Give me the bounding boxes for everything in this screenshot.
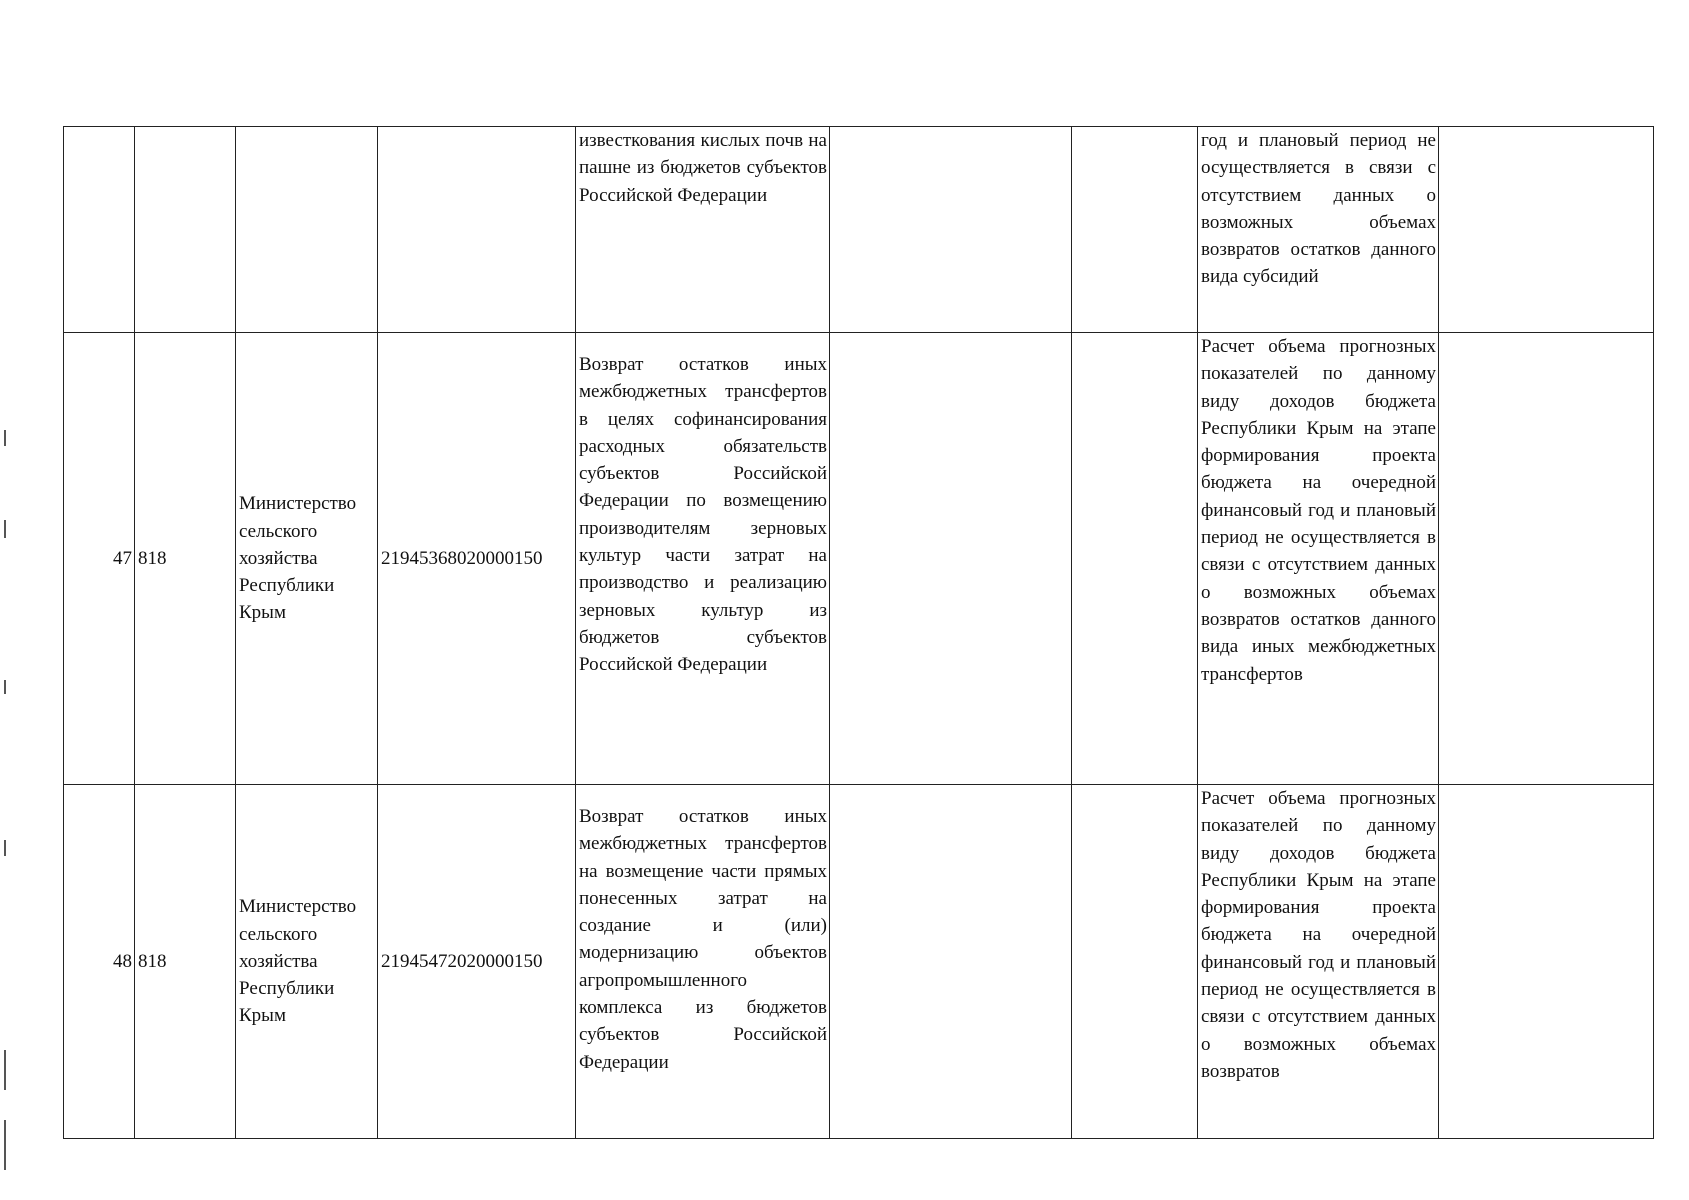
empty-cell [1439, 127, 1654, 333]
organization-name [236, 127, 378, 333]
revenue-name: Возврат остатков иных межбюджетных трансфертов на возмещение части прямых понесенных затрат на создание и (или) модернизацию объектов агропромышленного комплекса из бюджетов субъектов Российской Федерации [576, 785, 830, 1139]
empty-cell [1072, 127, 1198, 333]
row-number: 48 [64, 785, 135, 1139]
calculation-note: Расчет объема прогнозных показателей по данному виду доходов бюджета Республики Крым на этапе формирования проекта бюджета на очередной финансовый год и плановый период не осуществляется в связи с отсутствием данных о возможных объемах возвратов остатков данного вида иных межбюджетных трансфертов [1198, 333, 1439, 785]
scan-edge-mark [4, 1050, 6, 1090]
scan-edge-mark [4, 680, 6, 694]
admin-code: 818 [135, 333, 236, 785]
empty-cell [1439, 785, 1654, 1139]
document-sheet [63, 126, 1653, 1142]
empty-cell [1072, 785, 1198, 1139]
empty-cell [1072, 333, 1198, 785]
revenue-forecast-table [63, 126, 1654, 1139]
scan-edge-mark [4, 1120, 6, 1170]
scan-edge-mark [4, 520, 6, 538]
table-row [64, 785, 1654, 1139]
budget-code [378, 127, 576, 333]
organization-name: Министерство сельского хозяйства Республики Крым [236, 785, 378, 1139]
revenue-name: известкования кислых почв на пашне из бюджетов субъектов Российской Федерации [576, 127, 830, 333]
admin-code [135, 127, 236, 333]
empty-cell [830, 127, 1072, 333]
admin-code: 818 [135, 785, 236, 1139]
organization-name: Министерство сельского хозяйства Республики Крым [236, 333, 378, 785]
row-number: 47 [64, 333, 135, 785]
empty-cell [1439, 333, 1654, 785]
calculation-note: год и плановый период не осуществляется в связи с отсутствием данных о возможных объемах возвратов остатков данного вида субсидий [1198, 127, 1439, 333]
row-number [64, 127, 135, 333]
table-row [64, 333, 1654, 785]
scan-edge-mark [4, 840, 6, 856]
budget-code: 21945472020000150 [378, 785, 576, 1139]
scan-edge-mark [4, 430, 6, 446]
budget-code: 21945368020000150 [378, 333, 576, 785]
table-row [64, 127, 1654, 333]
revenue-name: Возврат остатков иных межбюджетных трансфертов в целях софинансирования расходных обязательств субъектов Российской Федерации по возмещению производителям зерновых культур части затрат на производство и реализацию зерновых культур из бюджетов субъектов Российской Федерации [576, 333, 830, 785]
empty-cell [830, 333, 1072, 785]
calculation-note: Расчет объема прогнозных показателей по данному виду доходов бюджета Республики Крым на этапе формирования проекта бюджета на очередной финансовый год и плановый период не осуществляется в связи с отсутствием данных о возможных объемах возвратов [1198, 785, 1439, 1139]
empty-cell [830, 785, 1072, 1139]
